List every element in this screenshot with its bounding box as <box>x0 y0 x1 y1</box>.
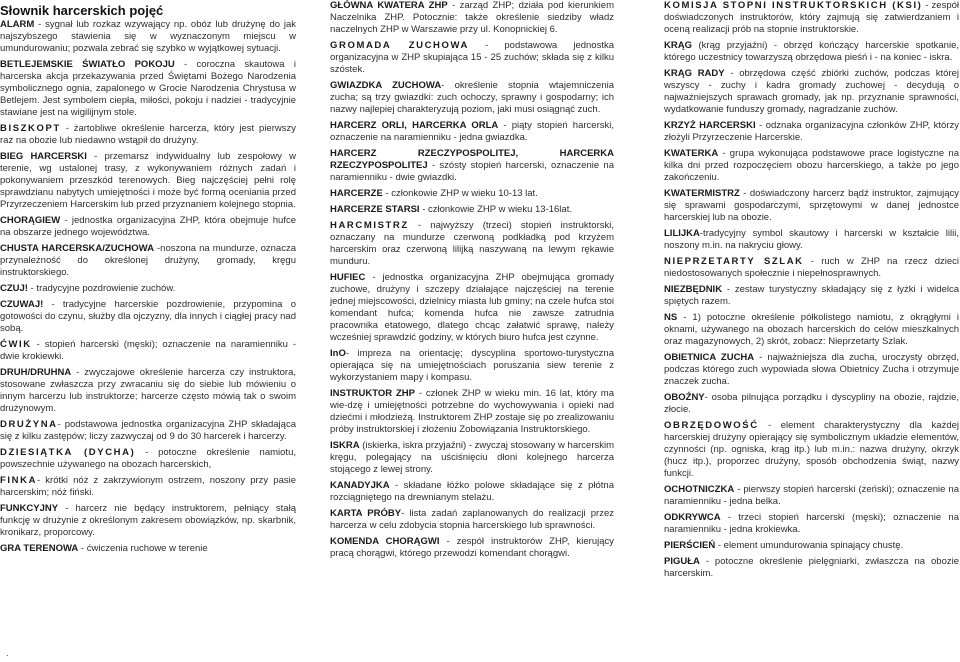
glossary-term: OBIETNICA ZUCHA <box>664 352 755 363</box>
glossary-entry <box>0 367 296 415</box>
glossary-term: KWATERMISTRZ <box>664 188 740 199</box>
glossary-entry <box>664 0 959 36</box>
glossary-term: FUNKCYJNY <box>0 503 59 514</box>
glossary-entry <box>0 283 296 295</box>
glossary-entry <box>330 272 614 344</box>
footer-mark: . <box>6 648 9 658</box>
glossary-term: HARCERZE <box>330 188 383 199</box>
glossary-definition: - element umundurowania spinający chustę. <box>715 540 904 551</box>
glossary-definition: - odznaka organizacyjna członków ZHP, którzy złożyli Przyrzeczenie Harcerskie. <box>664 120 959 143</box>
glossary-entry <box>0 339 296 363</box>
glossary-definition: - osoba pilnująca porządku i dyscypliny na obozie, rajdzie, złocie. <box>664 392 959 415</box>
glossary-entry <box>0 447 296 471</box>
glossary-definition: - harcerz nie będący instruktorem, pełniący stałą funkcję w drużynie z określonym zakresem obowiązków, np. skarbnik, kronikarz, proporcowy. <box>0 503 296 538</box>
glossary-term: OBOŹNY <box>664 392 705 403</box>
glossary-term: HARCMISTRZ <box>330 220 409 231</box>
glossary-column-1 <box>0 0 296 662</box>
glossary-entry <box>330 536 614 560</box>
glossary-term: BETLEJEMSKIE ŚWIATŁO POKOJU <box>0 59 175 70</box>
glossary-entry <box>664 120 959 144</box>
glossary-definition: - przemarsz indywidualny lub zespołowy w terenie, wg ustalonej trasy, z wykonywaniem różnych zadań i pokonywaniem przeszkód terenowych. Bieg najczęściej pełni rolę sprawdzianu nabytych umiejętności i może być formą oceniania przed Przyrzeczeniem Harcerskim lub przed przyznaniem kolejnego stopnia. <box>0 151 296 210</box>
glossary-term: GŁÓWNA KWATERA ZHP <box>330 0 448 11</box>
glossary-term: KARTA PRÓBY <box>330 508 402 519</box>
glossary-term: OBRZĘDOWOŚĆ <box>664 420 759 431</box>
glossary-term: CHUSTA HARCERSKA/ZUCHOWA <box>0 243 154 254</box>
glossary-term: BIEG HARCERSKI <box>0 151 87 162</box>
glossary-definition: - potoczne określenie namiotu, powszechnie używanego na obozach harcerskich, <box>0 447 296 470</box>
glossary-entry <box>330 80 614 116</box>
glossary-definition: - zestaw turystyczny składający się z łyżki i widelca spiętych razem. <box>664 284 959 307</box>
glossary-definition: - doświadczony harcerz bądź instruktor, zajmujący się sprawami gospodarczymi, sprzętowymi w danej jednostce harcerskiej lub na obozie. <box>664 188 959 223</box>
glossary-entry <box>330 0 614 36</box>
glossary-entry <box>0 151 296 211</box>
glossary-definition: - zwyczajowe określenie harcerza czy instruktora, stosowane zwłaszcza przy zwracaniu się do siebie lub mówieniu o innym harcerzu lub instruktorze; harcerze często mówią tak o swoim drużynowym. <box>0 367 296 414</box>
glossary-term: ALARM <box>0 19 35 30</box>
glossary-definition: - członkowie ZHP w wieku 10-13 lat. <box>382 188 538 199</box>
glossary-term: HARCERZ RZECZYPOSPOLITEJ, HARCERKA RZECZYPOSPOLITEJ <box>330 148 614 171</box>
glossary-definition: - obrzędowa część zbiórki zuchów, podczas której wszyscy - zuchy i kadra gromady zuchowej - decydują o najważniejszych sprawach gromady, jak np. przyznanie sprawności, wydatkowanie funduszy gromady, nagradzanie zuchów. <box>664 68 959 115</box>
glossary-entry <box>330 220 614 268</box>
glossary-term: GRA TERENOWA <box>0 543 79 554</box>
glossary-entry <box>0 419 296 443</box>
glossary-definition: - ćwiczenia ruchowe w terenie <box>78 543 208 554</box>
glossary-definition: - tradycyjne pozdrowienie zuchów. <box>27 283 176 294</box>
glossary-definition: - członek ZHP w wieku min. 16 lat, który ma wie-dzę i umiejętności potrzebne do wychowywania i opieki nad dziećmi i młodzieżą. Instruktorem ZHP zostaje się po zrealizowaniu próby instruktorskiej i złożeniu Zobowiązania Instruktorskiego. <box>330 388 614 435</box>
glossary-term: KOMISJA STOPNI INSTRUKTORSKICH (KSI) <box>664 0 923 11</box>
glossary-definition: - element charakterystyczny dla każdej harcerskiej drużyny opierający się symbolicznym układzie elementów, czynności (np. ogniska, krąg itp.) lub m.in.: nazwa drużyny, okrzyk (hucz itp.), proporzec drużyny, sposób obchodzenia świąt, nazwy funkcji. <box>664 420 959 479</box>
glossary-entry <box>0 543 296 555</box>
glossary-entry <box>330 148 614 184</box>
glossary-entry <box>330 388 614 436</box>
glossary-definition: - impreza na orientację; dyscyplina sportowo-turystyczna opierająca się na umiejętnościach poruszania siew terenie z wykorzystaniem mapy i kompasu. <box>330 348 614 383</box>
glossary-definition: - coroczna skautowa i harcerska akcja przekazywania przed Świętami Bożego Narodzenia symbolicznego ognia, zapalonego w Grocie Narodzenia Chrystusa w Betlejem. Jest symbolem ciepła, miłości, pokoju i nadziei - tradycyjnie stawiane jest na wigilijnym stole. <box>0 59 296 118</box>
glossary-definition: - grupa wykonująca podstawowe prace logistyczne na kilka dni przed rozpoczęciem obozu harcerskiego, a także po jego zakończeniu. <box>664 148 959 183</box>
glossary-definition: - ruch w ZHP na rzecz dzieci niedostosowanych społecznie i niepełnosprawnych. <box>664 256 959 279</box>
glossary-term: HARCERZE STARSI <box>330 204 420 215</box>
glossary-definition: - krótki nóż z zakrzywionym ostrzem, noszony przy pasie harcerskim; nóż fiński. <box>0 475 296 498</box>
glossary-definition: - członkowie ZHP w wieku 13-16lat. <box>419 204 572 215</box>
glossary-definition: - tradycyjne harcerskie pozdrowienie, przypomina o gotowości do czynu, służby dla ojczyzny, dla innych i ciągłej pracy nad sobą. <box>0 299 296 334</box>
glossary-term: OCHOTNICZKA <box>664 484 735 495</box>
glossary-definition: - najwyższy (trzeci) stopień instruktorski, oznaczany na mundurze czerwoną podkładką pod krzyżem harcerskim oraz czerwoną lilijką naszywaną na lewym rękawie munduru. <box>330 220 614 267</box>
glossary-entry <box>664 484 959 508</box>
glossary-entry <box>0 123 296 147</box>
glossary-definition: - lista zadań zaplanowanych do realizacji przez harcerza w celu zdobycia stopnia harcerskiego lub sprawności. <box>330 508 614 531</box>
glossary-term: HARCERZ ORLI, HARCERKA ORLA <box>330 120 499 131</box>
glossary-definition: - pierwszy stopień harcerski (żeński); oznaczenie na naramienniku - jedna belka. <box>664 484 959 507</box>
glossary-entry <box>0 475 296 499</box>
glossary-term: DZIESIĄTKA (DYCHA) <box>0 447 136 458</box>
glossary-definition: - żartobliwe określenie harcerza, który jest pierwszy raz na obozie lub niedawno wstąpił do drużyny. <box>0 123 296 146</box>
glossary-term: ISKRA <box>330 440 360 451</box>
glossary-entry <box>330 120 614 144</box>
glossary-entry <box>0 59 296 119</box>
glossary-term: LILIJKA <box>664 228 700 239</box>
glossary-entry <box>664 148 959 184</box>
glossary-term: KRZYŻ HARCERSKI <box>664 120 756 131</box>
glossary-definition: - 1) potoczne określenie półkolistego namiotu, z okrągłymi i oknami, używanego na obozach harcerskich do celów mieszkalnych oraz magazynowych, 2) skrót, zobacz: Nieprzetarty Szlak. <box>664 312 959 347</box>
glossary-term: NS <box>664 312 678 323</box>
glossary-entry <box>0 243 296 279</box>
glossary-column-3 <box>664 0 959 662</box>
glossary-entry <box>330 480 614 504</box>
glossary-term: KOMENDA CHORĄGWI <box>330 536 440 547</box>
glossary-term: CZUJ! <box>0 283 28 294</box>
glossary-definition: - piąty stopień harcerski, oznaczenie na naramienniku - jedna gwiazdka. <box>330 120 614 143</box>
glossary-term: CZUWAJ! <box>0 299 44 310</box>
glossary-term: DRUH/DRUHNA <box>0 367 72 378</box>
glossary-definition: -noszona na mundurze, oznacza przynależność do określonej drużyny, gromady, kręgu instruktorskiego. <box>0 243 296 278</box>
glossary-entry <box>330 204 614 216</box>
glossary-entry <box>330 440 614 476</box>
glossary-entry <box>664 228 959 252</box>
glossary-definition: - potoczne określenie pielęgniarki, zwłaszcza na obozie harcerskim. <box>664 556 959 579</box>
glossary-term: NIEZBĘDNIK <box>664 284 723 295</box>
glossary-definition: - stopień harcerski (męski); oznaczenie na naramienniku -dwie krokiewki. <box>0 339 296 362</box>
glossary-entry <box>0 299 296 335</box>
glossary-entry <box>330 40 614 76</box>
glossary-entry <box>664 392 959 416</box>
glossary-definition: - jednostka organizacyjna ZHP, która obejmuje hufce na obszarze jednego województwa. <box>0 215 296 238</box>
glossary-term: KRĄG RADY <box>664 68 725 79</box>
glossary-term: InO <box>330 348 346 359</box>
glossary-entry <box>664 352 959 388</box>
glossary-term: GROMADA ZUCHOWA <box>330 40 469 51</box>
glossary-term: FINKA <box>0 475 38 486</box>
glossary-term: KWATERKA <box>664 148 719 159</box>
glossary-term: PIGUŁA <box>664 556 700 567</box>
glossary-entry <box>664 188 959 224</box>
glossary-term: PIERŚCIEŃ <box>664 540 716 551</box>
glossary-definition: - szósty stopień harcerski, oznaczenie na naramienniku - dwie gwiazdki. <box>330 160 614 183</box>
glossary-column-2 <box>330 0 614 662</box>
glossary-term: ODKRYWCA <box>664 512 721 523</box>
glossary-entry <box>664 68 959 116</box>
glossary-entry <box>664 420 959 480</box>
glossary-term: KANADYJKA <box>330 480 390 491</box>
glossary-definition: (krąg przyjaźni) - obrzęd kończący harcerskie spotkanie, którego uczestnicy towarzyszą obrzędowa pieśń i - na koniec - iskra. <box>664 40 959 63</box>
glossary-definition: - najważniejsza dla zucha, uroczysty obrzęd, podczas którego zuch wypowiada słowa Obietnicy Zucha i otrzymuje znaczek zucha. <box>664 352 959 387</box>
glossary-definition: - sygnał lub rozkaz wzywający np. obóz lub drużynę do jak najszybszego stawienia się w wyznaczonym miejscu w umundurowaniu; pozwala zebrać się szybko w wyjątkowej sytuacji. <box>0 19 296 54</box>
glossary-definition: -tradycyjny symbol skautowy i harcerski w kształcie lilii, noszony m.in. na nakryciu głowy. <box>664 228 959 251</box>
glossary-entry <box>664 556 959 580</box>
glossary-definition: - podstawowa jednostka organizacyjna w ZHP skupiająca 15 - 25 zuchów; składa się z kilku szóstek. <box>330 40 614 75</box>
glossary-term: NIEPRZETARTY SZLAK <box>664 256 804 267</box>
glossary-entry <box>664 312 959 348</box>
glossary-definition: (iskierka, iskra przyjaźni) - zwyczaj stosowany w harcerskim kręgu, polegający na uściśnięciu dłoni kolejnego harcerza stojącego z lewej strony. <box>330 440 614 475</box>
glossary-term: ĆWIK <box>0 339 32 350</box>
glossary-entry <box>664 284 959 308</box>
glossary-definition: - składane łóżko polowe składające się z płótna rozciągniętego na drewnianym stelażu. <box>330 480 614 503</box>
glossary-entry <box>664 512 959 536</box>
glossary-entry <box>664 256 959 280</box>
glossary-entry <box>330 188 614 200</box>
glossary-entry <box>664 540 959 552</box>
document-title: Słownik harcerskich pojęć <box>0 3 164 18</box>
glossary-definition: - jednostka organizacyjna ZHP obejmująca gromady zuchowe, drużyny i szczepy działające najczęściej na terenie jednej miejscowości, dzielnicy miasta lub gminy; na czele hufca stoi komendant hufca; komenda hufca nie zawsze zatrudnia pracownika etatowego, dlatego chcąc załatwić sprawę, należy wcześniej sprawdzić godziny, w których biuro hufca jest czynne. <box>330 272 614 343</box>
glossary-definition: - podstawowa jednostka organizacyjna ZHP składająca się z kilku zastępów; liczy zazwyczaj od 9 do 30 harcerek i harcerzy. <box>0 419 296 442</box>
glossary-entry <box>0 503 296 539</box>
glossary-entry <box>0 19 296 55</box>
glossary-term: KRĄG <box>664 40 692 51</box>
glossary-entry <box>330 348 614 384</box>
glossary-term: HUFIEC <box>330 272 366 283</box>
glossary-definition: - zespół instruktorów ZHP, kierujący pracą chorągwi, którego przewodzi komendant chorągwi. <box>330 536 614 559</box>
glossary-term: BISZKOPT <box>0 123 61 134</box>
glossary-definition: - określenie stopnia wtajemniczenia zucha; są trzy gwiazdki: zuch ochoczy, sprawny i gospodarny; ich nazwy najlepiej charakteryzują poziom, jaki musi osiągnąć zuch. <box>330 80 614 115</box>
glossary-term: GWIAZDKA ZUCHOWA <box>330 80 442 91</box>
glossary-entry <box>0 215 296 239</box>
glossary-term: CHORĄGIEW <box>0 215 61 226</box>
glossary-definition: - zarząd ZHP; działa pod kierunkiem Naczelnika ZHP. Potocznie: także określenie siedziby władz naczelnych ZHP w Warszawie przy ul. Konopnickiej 6. <box>330 0 614 35</box>
glossary-term: DRUŻYNA <box>0 419 58 430</box>
glossary-entry <box>330 508 614 532</box>
glossary-term: INSTRUKTOR ZHP <box>330 388 415 399</box>
glossary-definition: - trzeci stopień harcerski (męski); oznaczenie na naramienniku - jedna krokiewka. <box>664 512 959 535</box>
glossary-definition: - zespół doświadczonych instruktorów, który zajmują się zatwierdzaniem i oceną realizacji prób na stopnie instruktorskie. <box>664 0 959 35</box>
glossary-entry <box>664 40 959 64</box>
